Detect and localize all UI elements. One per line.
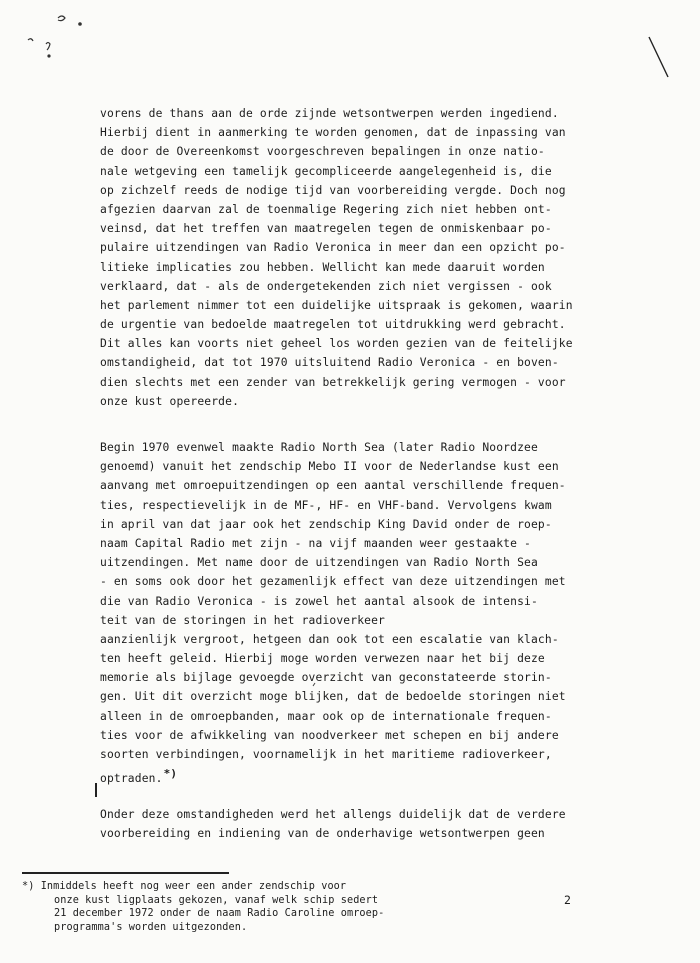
text-line: voorbereiding en indiening van de onderhavige wetsontwerpen geen — [100, 827, 545, 841]
text-line: soorten verbindingen, voornamelijk in het maritieme radioverkeer, — [100, 748, 552, 761]
footnote-text: programma's worden uitgezonden. — [54, 921, 248, 933]
text-line: in april van dat jaar ook het zendschip King David onder de roep- — [100, 517, 552, 531]
text-line: ties voor de afwikkeling van noodverkeer met schepen en bij andere — [100, 728, 559, 742]
text-line: vorens de thans aan de orde zijnde wetsontwerpen werden ingediend. — [100, 107, 559, 120]
text-line: pulaire uitzendingen van Radio Veronica in meer dan een opzicht po- — [100, 241, 566, 255]
text-line-with-footnote — [100, 764, 566, 786]
corner-specks — [28, 16, 81, 57]
text-line: aanvang met omroepuitzendingen op een aantal verschillende frequen- — [100, 479, 566, 493]
text-line: veinsd, dat het treffen van maatregelen tegen de onmiskenbaar po- — [100, 222, 552, 236]
margin-change-bar — [95, 783, 97, 797]
text-line: verklaard, dat - als de ondergetekenden zich niet vergissen - ook — [100, 279, 552, 293]
text-line: - en soms ook door het gezamenlijk effect van deze uitzendingen met — [100, 575, 566, 589]
footnote-reference: *) — [163, 767, 178, 781]
text-line: litieke implicaties zou hebben. Wellicht kan mede daaruit worden — [100, 260, 545, 274]
text-line: teit van de storingen in het radioverkeer — [100, 613, 386, 627]
text-line: het parlement nimmer tot een duidelijke uitspraak is gekomen, waarin — [100, 298, 573, 312]
paragraph — [100, 438, 566, 786]
speck-mark — [46, 43, 50, 51]
footnote-divider — [22, 872, 229, 874]
text-line: die van Radio Veronica - is zowel het aantal alsook de intensi- — [100, 594, 538, 608]
text-line: Begin 1970 evenwel maakte Radio North Sea (later Radio Noordzee — [100, 441, 538, 454]
text-line: onze kust opereerde. — [100, 394, 240, 408]
paragraph — [100, 104, 573, 411]
footnote — [22, 880, 384, 934]
text-line: Hierbij dient in aanmerking te worden genomen, dat de inpassing van — [100, 126, 566, 140]
speck-mark — [79, 23, 81, 25]
page-number: 2 — [564, 893, 571, 907]
text-line: omstandigheid, dat tot 1970 uitsluitend Radio Veronica - en boven- — [100, 356, 559, 370]
margin-stroke — [649, 37, 668, 77]
footnote-text: Inmiddels heeft nog weer een ander zendschip voor — [40, 881, 347, 892]
text-line: ties, respectievelijk in de MF-, HF- en VHF-band. Vervolgens kwam — [100, 498, 552, 512]
text-line: naam Capital Radio met zijn - na vijf maanden weer gestaakte - — [100, 536, 531, 550]
text-line: uitzendingen. Met name door de uitzendingen van Radio North Sea — [100, 556, 538, 570]
footnote-first-line — [22, 880, 384, 894]
text-line: optraden. — [100, 772, 163, 786]
text-line: ten heeft geleid. Hierbij moge worden verwezen naar het bij deze — [100, 652, 545, 666]
speck-mark — [58, 16, 65, 21]
text-line: genoemd) vanuit het zendschip Mebo II voor de Nederlandse kust een — [100, 460, 559, 474]
speck-mark — [28, 39, 33, 41]
footnote-text: 21 december 1972 onder de naam Radio Caroline omroep- — [54, 908, 385, 920]
text-line: memorie als bijlage gevoegde overzicht van geconstateerde storin- — [100, 671, 552, 685]
text-line: dien slechts met een zender van betrekkelijk gering vermogen - voor — [100, 375, 566, 389]
text-line: Onder deze omstandigheden werd het allengs duidelijk dat de verdere — [100, 808, 566, 821]
text-line: afgezien daarvan zal de toenmalige Regering zich niet hebben ont- — [100, 202, 552, 216]
text-line: Dit alles kan voorts niet geheel los worden gezien van de feitelijke — [100, 337, 573, 351]
footnote-text: onze kust ligplaats gekozen, vanaf welk schip sedert — [54, 894, 379, 906]
text-line: op zichzelf reeds de nodige tijd van voorbereiding vergde. Doch nog — [100, 183, 566, 197]
text-line: gen. Uit dit overzicht moge blijken, dat de bedoelde storingen niet — [100, 690, 566, 704]
footnote-marker: *) — [22, 881, 35, 892]
text-line: aanzienlijk vergroot, hetgeen dan ook tot een escalatie van klach- — [100, 632, 559, 646]
paragraph — [100, 805, 566, 843]
text-line: nale wetgeving een tamelijk gecompliceerde aangelegenheid is, die — [100, 164, 552, 178]
text-line: de door de Overeenkomst voorgeschreven bepalingen in onze natio- — [100, 145, 545, 159]
text-line: alleen in de omroepbanden, maar ook op de internationale frequen- — [100, 709, 552, 723]
speck-mark — [48, 55, 50, 57]
text-line: de urgentie van bedoelde maatregelen tot uitdrukking werd gebracht. — [100, 318, 566, 332]
